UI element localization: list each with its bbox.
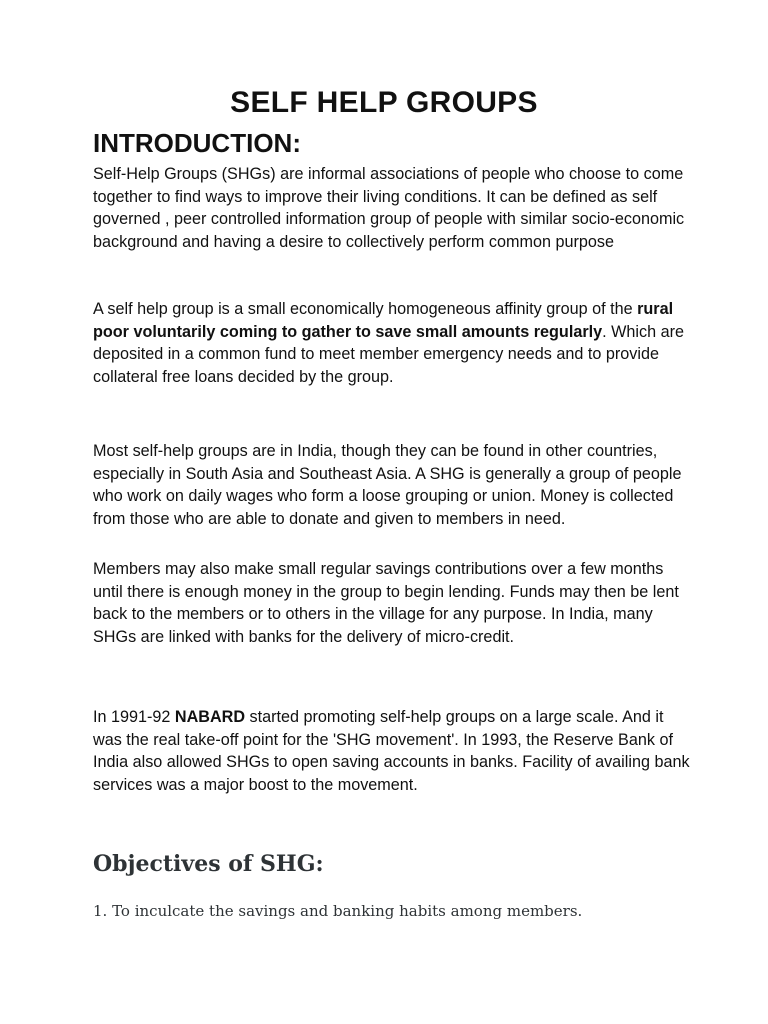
paragraph-nabard bbox=[93, 706, 693, 796]
objective-item: 1. To inculcate the savings and banking habits among members. bbox=[93, 902, 583, 920]
paragraph-savings: Members may also make small regular savings contributions over a few months until there is enough money in the group to begin lending. Funds may then be lent back to the members or to others in the village for any purpose. In India, many SHGs are linked with banks for the delivery of micro-credit. bbox=[93, 560, 679, 646]
document-title: SELF HELP GROUPS bbox=[230, 86, 538, 119]
paragraph-bold-text: rural poor voluntarily coming to gather to save small amounts regularly bbox=[93, 300, 674, 341]
paragraph-text: . Which are deposited in a common fund to meet member emergency needs and to provide collateral free loans decided by the group. bbox=[93, 322, 684, 386]
objectives-heading: Objectives of SHG: bbox=[93, 851, 324, 877]
paragraph-text: In 1991-92 bbox=[93, 708, 175, 726]
paragraph-definition: Self-Help Groups (SHGs) are informal associations of people who choose to come together to find ways to improve their living conditions. It can be defined as self governed , peer controlled information group of people with similar socio-economic background and having a desire to collectively perform common purpose bbox=[93, 165, 685, 251]
introduction-heading: INTRODUCTION: bbox=[93, 128, 301, 158]
paragraph-affinity-group bbox=[93, 298, 693, 388]
paragraph-regions: Most self-help groups are in India, though they can be found in other countries, especially in South Asia and Southeast Asia. A SHG is generally a group of people who work on daily wages who form a loose grouping or union. Money is collected from those who are able to donate and given to members in need. bbox=[93, 442, 682, 528]
paragraph-text: started promoting self-help groups on a large scale. And it was the real take-off point for the 'SHG movement'. In 1993, the Reserve Bank of India also allowed SHGs to open saving accounts in banks. Facility of availing bank services was a major boost to the movement. bbox=[93, 708, 690, 794]
paragraph-bold-text: NABARD bbox=[174, 708, 246, 726]
paragraph-text: A self help group is a small economically homogeneous affinity group of the bbox=[93, 300, 638, 318]
